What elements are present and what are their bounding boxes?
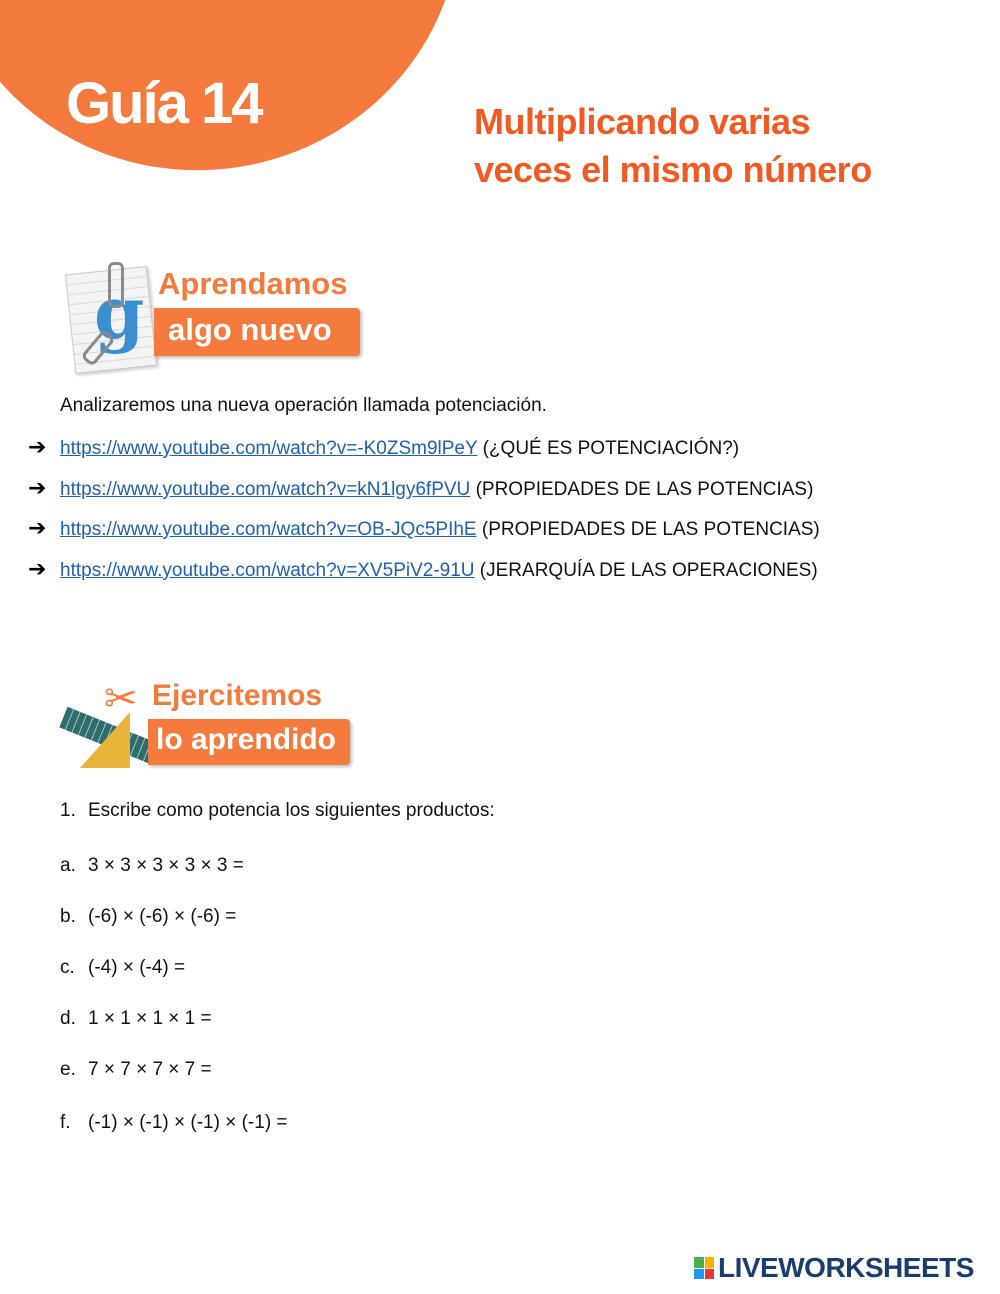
exercise-item [60,1008,212,1030]
section-title-line-1: Aprendamos [158,266,348,301]
video-link[interactable]: https://www.youtube.com/watch?v=XV5PiV2-91U [60,560,475,581]
exercise-expression: 1 × 1 × 1 × 1 = [88,1008,212,1029]
video-link-description: (JERARQUÍA DE LAS OPERACIONES) [479,560,818,581]
exercise-expression: 7 × 7 × 7 × 7 = [88,1059,212,1080]
exercise-item [60,957,185,979]
intro-text: Analizaremos una nueva operación llamada potenciación. [60,395,547,416]
notebook-g-icon: g [94,270,145,355]
arrow-right-icon: ➔ [28,475,47,500]
exercise-label: a. [60,855,76,876]
liveworksheets-logo [694,1254,974,1282]
video-link-row [28,475,813,501]
video-link-row [28,556,818,582]
video-link-description: (PROPIEDADES DE LAS POTENCIAS) [481,519,820,540]
arrow-right-icon: ➔ [28,434,47,459]
exercise-label: d. [60,1008,76,1029]
exercise-label: e. [60,1059,76,1080]
brand-name: LIVEWORKSHEETS [718,1252,974,1283]
scissors-icon: ✂ [104,677,138,721]
page-title [474,98,944,194]
exercise-label: c. [60,957,75,978]
guide-number: Guía 14 [66,71,262,136]
video-link-row [28,434,739,460]
question [60,800,495,822]
video-link[interactable]: https://www.youtube.com/watch?v=kN1lgy6fPVU [60,479,471,500]
exercise-item [60,1059,212,1081]
video-link-row [28,515,820,541]
exercise-item [60,906,236,928]
exercise-expression: 3 × 3 × 3 × 3 × 3 = [88,855,244,876]
question-number: 1. [60,800,76,821]
exercise-expression: (-4) × (-4) = [88,957,186,978]
section-title-line-2: lo aprendido [156,723,336,756]
video-link[interactable]: https://www.youtube.com/watch?v=-K0ZSm9lPeY [60,438,478,459]
question-text: Escribe como potencia los siguientes productos: [88,800,495,821]
exercise-label: b. [60,906,76,927]
video-link-description: (¿QUÉ ES POTENCIACIÓN?) [477,438,740,459]
arrow-right-icon: ➔ [28,556,47,581]
exercise-item [60,855,244,877]
exercise-label: f. [60,1112,71,1133]
section-title-line-1: Ejercitemos [152,679,323,712]
exercise-expression: (-1) × (-1) × (-1) × (-1) = [88,1112,288,1133]
video-link-description: (PROPIEDADES DE LAS POTENCIAS) [475,479,814,500]
arrow-right-icon: ➔ [28,515,47,540]
exercise-expression: (-6) × (-6) × (-6) = [88,906,237,927]
section-title-line-2: algo nuevo [168,312,332,347]
paperclip-icon [108,262,124,308]
liveworksheets-icon [694,1257,714,1279]
video-link[interactable]: https://www.youtube.com/watch?v=OB-JQc5PIhE [60,519,477,540]
exercise-item [60,1112,288,1134]
title-line-2: veces el mismo número [474,149,872,190]
title-line-1: Multiplicando varias [474,101,811,142]
